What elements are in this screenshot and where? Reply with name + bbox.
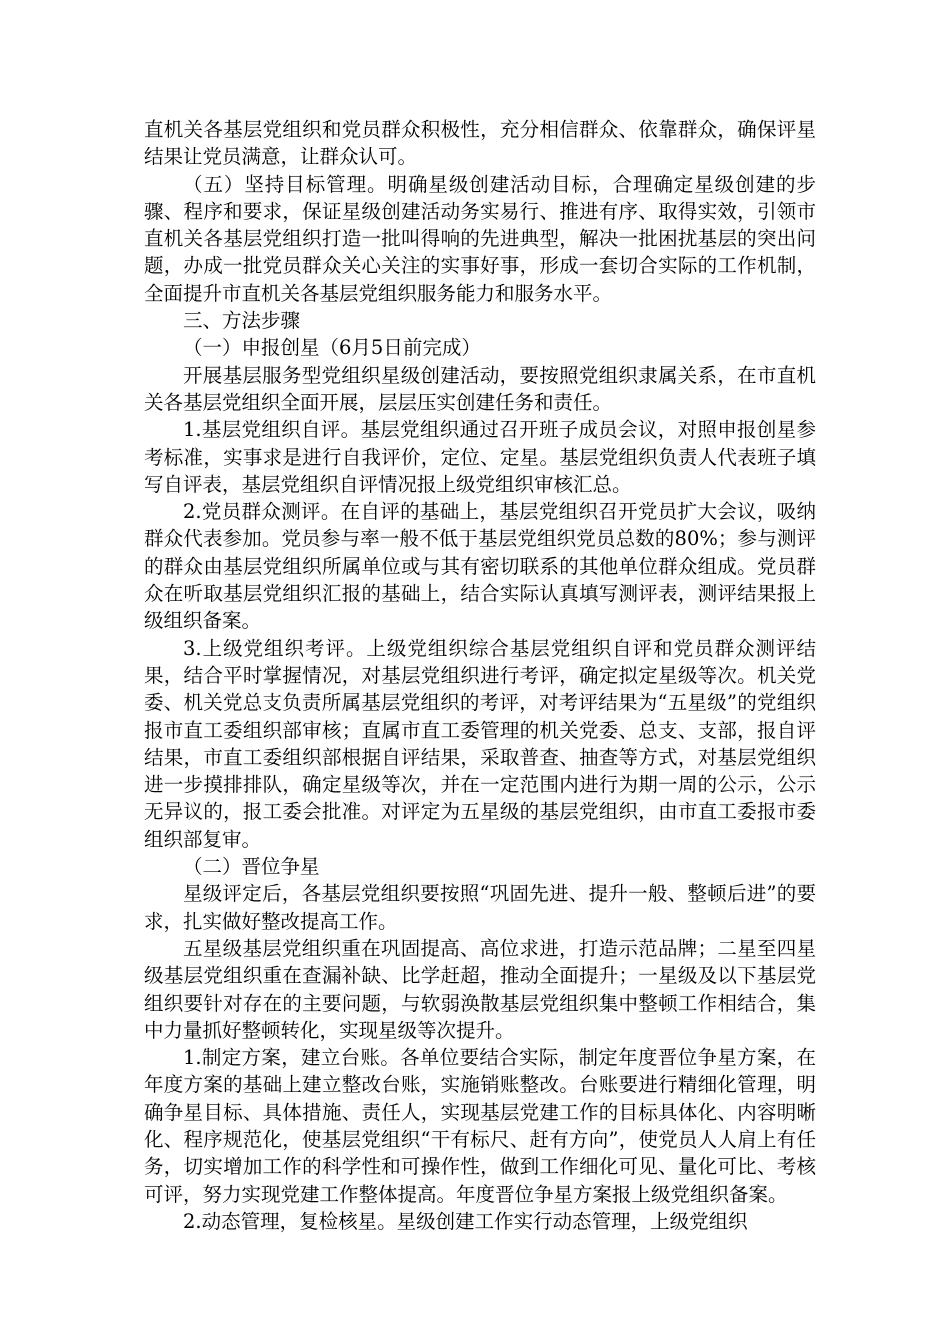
paragraph-self-evaluation: 1.基层党组织自评。基层党组织通过召开班子成员会议，对照申报创星参考标准，实事求是进行自我评价，定位、定星。基层党组织负责人代表班子填写自评表，基层党组织自评情况报上级党组织审核汇总。 (144, 418, 816, 496)
paragraph-apply-overview: 开展基层服务型党组织星级创建活动，要按照党组织隶属关系，在市直机关各基层党组织全面开展，层层压实创建任务和责任。 (144, 363, 816, 414)
paragraph-rectification-requirement: 星级评定后，各基层党组织要按照“巩固先进、提升一般、整顿后进”的要求，扎实做好整改提高工作。 (144, 882, 816, 933)
section-heading-methods: 三、方法步骤 (183, 309, 301, 333)
subsection-heading-promote-star: （二）晋位争星 (183, 855, 320, 879)
document-page (144, 116, 816, 1235)
paragraph-target-management: （五）坚持目标管理。明确星级创建活动目标，合理确定星级创建的步骤、程序和要求，保证星级创建活动务实易行、推进有序、取得实效，引领市直机关各基层党组织打造一批叫得响的先进典型，解决一批困扰基层的突出问题，办成一批党员群众关心关注的实事好事，形成一套切合实际的工作机制，全面提升市直机关各基层党组织服务能力和服务水平。 (144, 172, 816, 305)
paragraph-intro-continuation: 直机关各基层党组织和党员群众积极性，充分相信群众、依靠群众，确保评星结果让党员满意，让群众认可。 (144, 118, 816, 169)
subsection-heading-apply-star: （一）申报创星（6月5日前完成） (183, 336, 481, 360)
paragraph-make-plan: 1.制定方案，建立台账。各单位要结合实际，制定年度晋位争星方案，在年度方案的基础上建立整改台账，实施销账整改。台账要进行精细化管理，明确争星目标、具体措施、责任人，实现基层党建工作的目标具体化、内容明晰化、程序规范化，使基层党组织“干有标尺、赶有方向”，使党员人人肩上有任务，切实增加工作的科学性和可操作性，做到工作细化可见、量化可比、考核可评，努力实现党建工作整体提高。年度晋位争星方案报上级党组织备案。 (144, 1046, 816, 1206)
paragraph-mass-evaluation: 2.党员群众测评。在自评的基础上，基层党组织召开党员扩大会议，吸纳群众代表参加。党员参与率一般不低于基层党组织党员总数的80%；参与测评的群众由基层党组织所属单位或与其有密切联系的其他单位群众组成。党员群众在听取基层党组织汇报的基础上，结合实际认真填写测评表，测评结果报上级组织备案。 (144, 500, 816, 633)
paragraph-star-levels: 五星级基层党组织重在巩固提高、高位求进，打造示范品牌；二星至四星级基层党组织重在查漏补缺、比学赶超，推动全面提升；一星级及以下基层党组织要针对存在的主要问题，与软弱涣散基层党组织集中整顿工作相结合，集中力量抓好整顿转化，实现星级等次提升。 (144, 936, 816, 1042)
paragraph-superior-evaluation: 3.上级党组织考评。上级党组织综合基层党组织自评和党员群众测评结果，结合平时掌握情况，对基层党组织进行考评，确定拟定星级等次。机关党委、机关党总支负责所属基层党组织的考评，对考评结果为“五星级”的党组织报市直工委组织部审核；直属市直工委管理的机关党委、总支、支部，报自评结果，市直工委组织部根据自评结果，采取普查、抽查等方式，对基层党组织进一步摸排排队，确定星级等次，并在一定范围内进行为期一周的公示，公示无异议的，报工委会批准。对评定为五星级的基层党组织，由市直工委报市委组织部复审。 (144, 636, 816, 851)
paragraph-dynamic-management: 2.动态管理，复检核星。星级创建工作实行动态管理，上级党组织 (183, 1209, 748, 1233)
